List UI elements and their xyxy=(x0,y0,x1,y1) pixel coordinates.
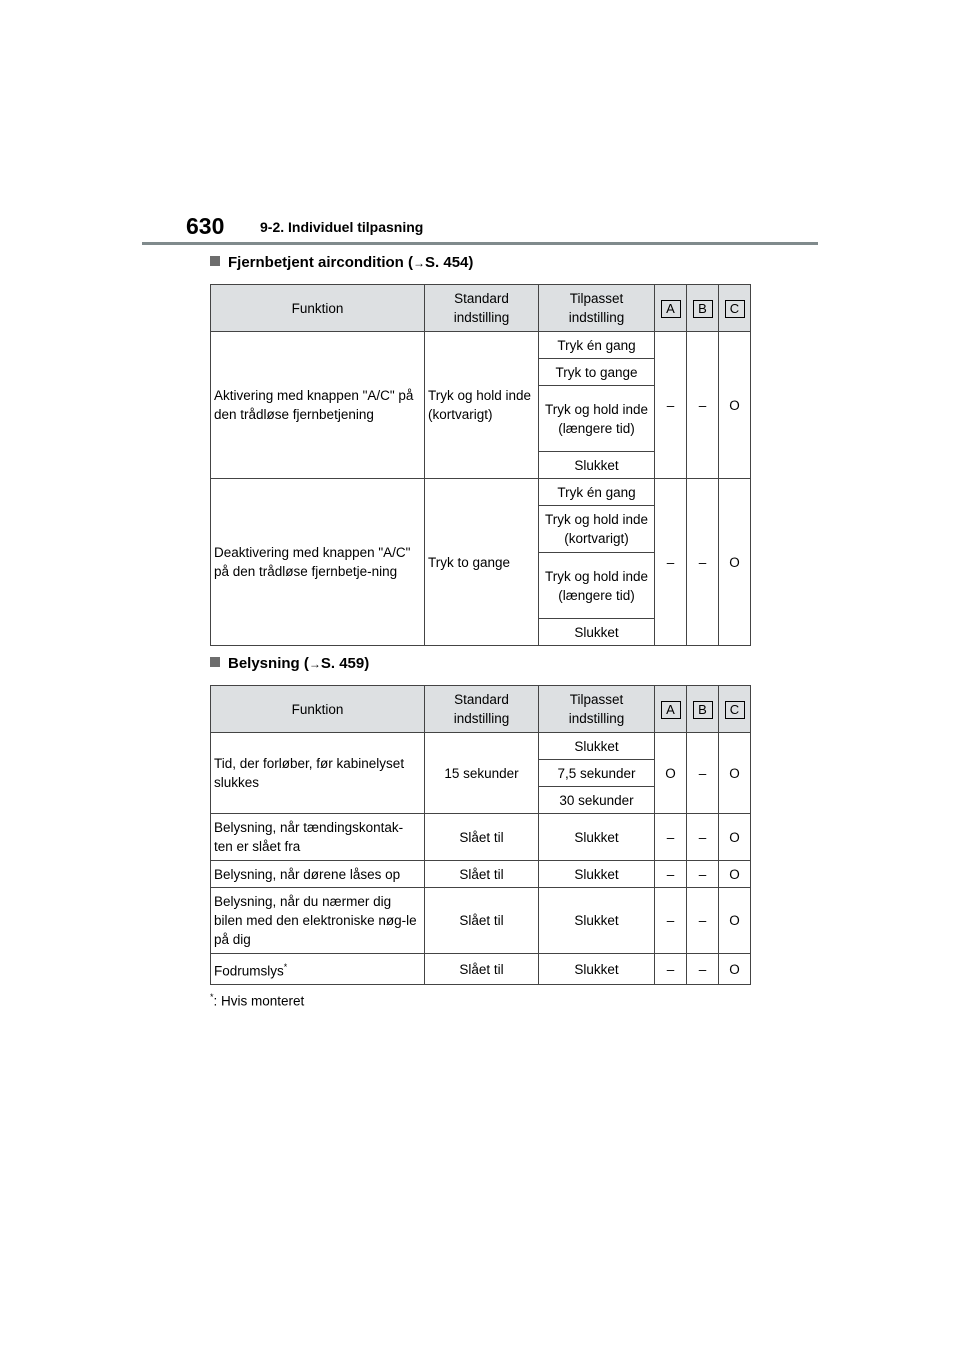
b-cell: – xyxy=(687,954,719,985)
option-cell: Tryk to gange xyxy=(539,359,655,386)
header-tilpasset: Tilpasset indstilling xyxy=(539,686,655,733)
option-cell: Slukket xyxy=(539,452,655,479)
page-reference-link[interactable]: S. 454) xyxy=(425,254,474,271)
funktion-cell: Belysning, når du nærmer dig bilen med den elektroniske nøg-le på dig xyxy=(211,888,425,954)
option-cell: Slukket xyxy=(539,888,655,954)
footnote-mark: * xyxy=(283,961,288,972)
footnote: *: Hvis monteret xyxy=(210,992,305,1009)
c-cell: O xyxy=(719,861,751,888)
standard-cell: 15 sekunder xyxy=(425,733,539,814)
table-row xyxy=(211,814,751,861)
b-cell: – xyxy=(687,861,719,888)
c-cell: O xyxy=(719,733,751,814)
b-cell: – xyxy=(687,479,719,646)
belysning-table xyxy=(210,685,751,985)
standard-cell: Slået til xyxy=(425,861,539,888)
a-cell: – xyxy=(655,861,687,888)
table-row xyxy=(211,479,751,506)
header-funktion: Funktion xyxy=(211,686,425,733)
header-standard: Standard indstilling xyxy=(425,285,539,332)
funktion-cell: Deaktivering med knappen "A/C" på den trådløse fjernbetje-ning xyxy=(211,479,425,646)
c-cell: O xyxy=(719,888,751,954)
page-number: 630 xyxy=(186,213,225,239)
c-cell: O xyxy=(719,814,751,861)
option-cell: Slukket xyxy=(539,861,655,888)
option-cell: 30 sekunder xyxy=(539,787,655,814)
c-cell: O xyxy=(719,332,751,479)
funktion-cell: Fodrumslys* xyxy=(211,954,425,985)
square-bullet-icon xyxy=(210,256,220,266)
standard-cell: Slået til xyxy=(425,888,539,954)
header-rule xyxy=(142,242,818,245)
table-header-row xyxy=(211,686,751,733)
square-bullet-icon xyxy=(210,657,220,667)
option-cell: Slukket xyxy=(539,733,655,760)
footnote-mark: * xyxy=(210,992,214,1002)
option-cell: Tryk én gang xyxy=(539,332,655,359)
option-cell: Tryk og hold inde (længere tid) xyxy=(539,553,655,619)
funktion-cell: Aktivering med knappen "A/C" på den trådløse fjernbetjening xyxy=(211,332,425,479)
b-cell: – xyxy=(687,814,719,861)
b-cell: – xyxy=(687,888,719,954)
arrow-right-icon: → xyxy=(413,256,426,270)
header-c: C xyxy=(719,285,751,332)
arrow-right-icon: → xyxy=(308,657,321,671)
aircondition-table xyxy=(210,284,751,646)
option-cell: Tryk én gang xyxy=(539,479,655,506)
b-cell: – xyxy=(687,733,719,814)
standard-cell: Tryk to gange xyxy=(425,479,539,646)
table-row xyxy=(211,861,751,888)
c-cell: O xyxy=(719,479,751,646)
option-cell: 7,5 sekunder xyxy=(539,760,655,787)
funktion-cell: Belysning, når tændingskontak-ten er slået fra xyxy=(211,814,425,861)
header-c: C xyxy=(719,686,751,733)
header-b: B xyxy=(687,285,719,332)
header-a: A xyxy=(655,285,687,332)
a-cell: – xyxy=(655,814,687,861)
option-cell: Tryk og hold inde (længere tid) xyxy=(539,386,655,452)
option-cell: Slukket xyxy=(539,619,655,646)
table-header-row xyxy=(211,285,751,332)
a-cell: – xyxy=(655,332,687,479)
a-cell: – xyxy=(655,954,687,985)
table-row xyxy=(211,332,751,359)
option-cell: Tryk og hold inde (kortvarigt) xyxy=(539,506,655,553)
funktion-cell: Tid, der forløber, før kabinelyset slukkes xyxy=(211,733,425,814)
table-row xyxy=(211,733,751,760)
header-tilpasset: Tilpasset indstilling xyxy=(539,285,655,332)
funktion-cell: Belysning, når dørene låses op xyxy=(211,861,425,888)
table-row xyxy=(211,954,751,985)
section-heading-aircondition: Fjernbetjent aircondition (→S. 454) xyxy=(210,254,473,271)
page-reference-link[interactable]: S. 459) xyxy=(320,655,370,672)
a-cell: – xyxy=(655,888,687,954)
chapter-title: 9-2. Individuel tilpasning xyxy=(260,219,424,235)
c-cell: O xyxy=(719,954,751,985)
table-row xyxy=(211,888,751,954)
section-heading-belysning: Belysning (→S. 459) xyxy=(210,655,369,672)
option-cell: Slukket xyxy=(539,814,655,861)
header-a: A xyxy=(655,686,687,733)
standard-cell: Slået til xyxy=(425,814,539,861)
standard-cell: Tryk og hold inde (kortvarigt) xyxy=(425,332,539,479)
header-b: B xyxy=(687,686,719,733)
header-funktion: Funktion xyxy=(211,285,425,332)
standard-cell: Slået til xyxy=(425,954,539,985)
b-cell: – xyxy=(687,332,719,479)
a-cell: – xyxy=(655,479,687,646)
a-cell: O xyxy=(655,733,687,814)
header-standard: Standard indstilling xyxy=(425,686,539,733)
option-cell: Slukket xyxy=(539,954,655,985)
